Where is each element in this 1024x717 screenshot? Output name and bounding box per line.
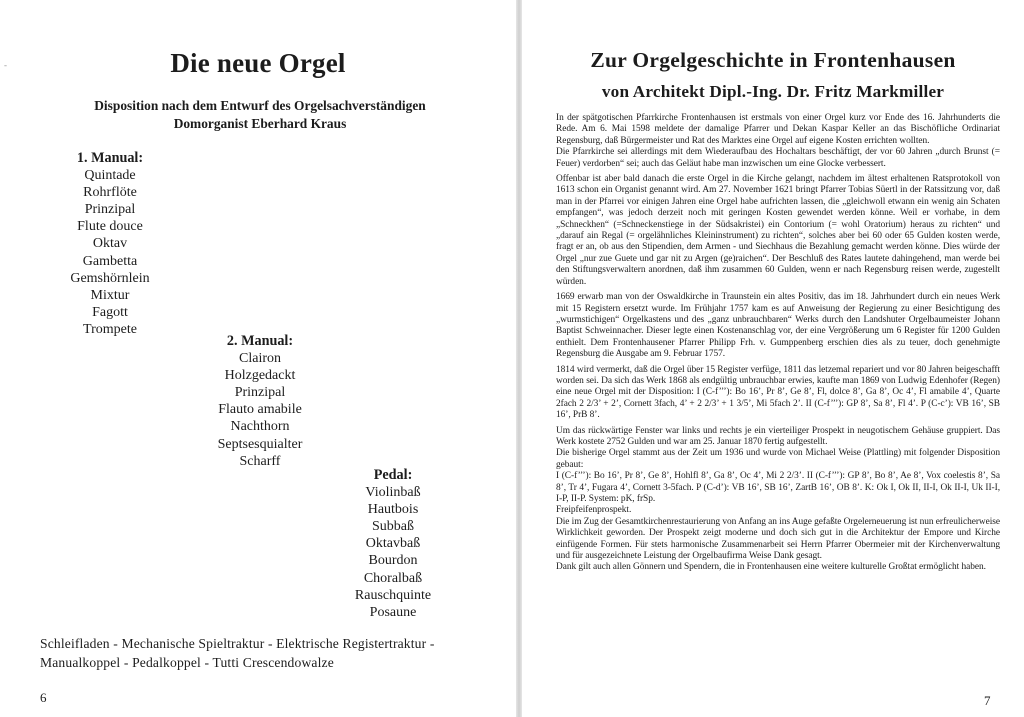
article-paragraph: Freipfeifenprospekt. bbox=[556, 505, 632, 516]
stop-item: Flute douce bbox=[77, 219, 143, 235]
article-paragraph: Dank gilt auch allen Gönnern und Spendern, die in Frontenhausen eine weitere kulturelle Großtat ermöglicht haben. bbox=[556, 562, 986, 573]
stop-item: Gambetta bbox=[82, 253, 138, 269]
features-line-1: Schleifladen - Mechanische Spieltraktur - Elektrische Registertraktur - bbox=[40, 636, 435, 651]
manual-1-heading: 1. Manual: bbox=[76, 150, 144, 166]
subtitle-line-2: Domorganist Eberhard Kraus bbox=[173, 116, 347, 131]
pedal-column bbox=[328, 467, 458, 621]
author-subtitle: von Architekt Dipl.-Ing. Dr. Fritz Markmiller bbox=[601, 82, 945, 101]
article-paragraph: 1669 erwarb man von der Oswaldkirche in Traunstein ein altes Positiv, das im 18. Jahrhundert durch ein neues Werk mit 15 Registern ersetzt wurde. Im Frühjahr 1757 kam es auf Anweisung der Regierung zu einer Besichtigung des „wurmstichigen“ Orgelkastens und des „ganz unbrauchbaren“ Werks durch den Landshuter Orgelbaumeister Johann Baptist Schweinnacher. Dieser legte einen Kostenanschlag vor, der eine Vergrößerung um 6 Register für 1200 Gulden enthielt. Dem Frontenhausener Pfarrer Philipp Frh. v. Gumppenberg erschien dies als zu teuer, doch genehmigte Regensburg die Ausgabe am 9. Februar 1757. bbox=[556, 292, 1000, 360]
subtitle-line-1: Disposition nach dem Entwurf des Orgelsachverständigen bbox=[94, 98, 426, 113]
article-paragraph: Um das rückwärtige Fenster war links und rechts je ein vierteiliger Prospekt in neugotischem Gehäuse gruppiert. Das Werk kostete 2752 Gulden und war am 25. Januar 1870 fertig aufgestellt. bbox=[556, 425, 1000, 447]
stop-item: Prinzipal bbox=[84, 202, 136, 218]
article-paragraph: I (C-f’’’): Bo 16’, Pr 8’, Ge 8’, Hohlfl 8’, Ga 8’, Oc 4’, Mi 2 2/3’. II (C-f’’’): GP 8’, Bo 8’, Ae 8’, Vox coelestis 8’, Sa 8’, Tr 4’, Fugara 4’, Cornett 3-5fach. P (C-d’): VB 16’, SB 16’, ZartB 16’, OB 8’. K: Ok I, Ok II, II-I, Ok II-I, Uk II-I, I-P, II-P. System: pK, frSp. bbox=[556, 471, 1000, 504]
stop-item: Gemshörnlein bbox=[70, 270, 150, 286]
features-line-2: Manualkoppel - Pedalkoppel - Tutti Crescendowalze bbox=[40, 655, 334, 670]
stop-item: Septsesquialter bbox=[217, 436, 303, 452]
article-paragraph: Die Pfarrkirche sei allerdings mit dem Wiederaufbau des Hochaltars beschäftigt, der vor 60 Jahren „durch Brunst (= Feuer) verdorben“ sei; auch das Geläut habe man inzwischen um eine Glocke verbessert. bbox=[556, 147, 1000, 169]
article-body bbox=[556, 113, 1000, 574]
page-number-right: 7 bbox=[984, 693, 991, 708]
stop-item: Oktav bbox=[92, 236, 128, 252]
stop-item: Prinzipal bbox=[234, 385, 286, 401]
stop-item: Scharff bbox=[239, 453, 281, 469]
article-paragraph: Die bisherige Orgel stammt aus der Zeit um 1936 und wurde von Michael Weise (Plattling) mit folgender Disposition gebaut: bbox=[556, 448, 1000, 470]
article-paragraph: 1814 wird vermerkt, daß die Orgel über 15 Register verfüge, 1811 das letzemal repariert und vor 80 Jahren beigeschafft worden sei. Da sich das Werk 1868 als endgültig unbrauchbar erwies, kaufte man 1869 von Ludwig Edenhofer (Regen) eine neue Orgel mit der Disposition: I (C-f’’’): Bo 16’, Pr 8’, Ge 8’, Fl, dolce 8’, Ga 8’, Oc 4’, Fl amabile 4’, Quarte 2fach 2 2/3’ + 2’, Cornett 3fach, 4’ + 2 2/3’ + 1 3/5’, Mi 5fach 2’. II (C-f’’’): GP 8’, Sa 8’, Fl 4’. P (C-c’): VB 16’, SB 16’, PrB 8’. bbox=[556, 364, 1000, 421]
stop-item: Trompete bbox=[83, 321, 137, 337]
stop-item: Quintade bbox=[84, 168, 136, 184]
stop-item: Hautbois bbox=[367, 502, 419, 518]
right-page-title: Zur Orgelgeschichte in Frontenhausen bbox=[590, 48, 956, 72]
left-page-title: Die neue Orgel bbox=[170, 48, 346, 78]
article-paragraph: Die im Zug der Gesamtkirchenrestaurierung von Anfang an ins Auge gefaßte Orgelerneuerung ist nun erfreulicherweise Wirklichkeit geworden. Der Prospekt zeigt moderne und doch sich gut in die Architektur der Empore und Kirche einfügende Formen. Für stets harmonische Zusammenarbeit sei Herrn Pfarrer Obermeier mit der Kirchenverwaltung und für ausgezeichnete Leistung der Orgelbaufirma Weise Dank gesagt. bbox=[556, 516, 1000, 562]
stop-item: Mixtur bbox=[90, 287, 130, 303]
stop-item: Oktavbaß bbox=[365, 536, 421, 552]
stop-item: Violinbaß bbox=[365, 485, 421, 501]
margin-mark: ‐ bbox=[4, 60, 7, 70]
article-paragraph: Offenbar ist aber bald danach die erste Orgel in die Kirche gelangt, nachdem im ältest erhaltenen Ratsprotokoll von 1613 schon ein Organist genannt wird. Am 27. November 1621 bringt Pfarrer Tobias Süertl in der Ratssitzung vor, daß man in der Pfarrei vor einigen Jahren eine Orgel habe aufrichten lassen, die „gleichwoll etwann ein wenig ain Schaten empfangen“, was jedoch derzeit noch mit geringen Kosten gewendet werden könne. Weil er vorhabe, in dem „Schneckhen“ (=Schneckenstiege in der Südsakristei) ein Contorium (= wohl Oratorium) heraus zu richten“ und „darauf ain Regal (= orgelähnliches Kleininstrument) zu richten“, solches aber bei 60 oder 65 Gulden kosten werde, fragt er an, ob aus den Stipendien, dem Armen - und Siechhaus die Bezahlung gemacht werden könne. Dies würde der Orgel „nur zue Guete und gar nit zu Argen (ge)raichen“. Der Beschluß des Rates lautete dahingehend, man werde bei den Stiftungsverwaltern anordnen, daß ihm zusammen 60 Gulden, wenn er nach Regensburg reisen werde, zugestellt würden. bbox=[556, 174, 1000, 287]
organ-features-note bbox=[40, 634, 500, 672]
article-paragraph: In der spätgotischen Pfarrkirche Frontenhausen ist erstmals von einer Orgel kurz vor Ende des 16. Jahrhunderts die Rede. Am 6. Mai 1598 meldete der damalige Pfarrer und Dekan Kaspar Keller an das Bischöfliche Ordinariat Regensburg, daß Bürgermeister und Rat des Marktes eine Orgel auf eigene Kosten errichten wollten. bbox=[556, 113, 1000, 146]
stop-item: Subbaß bbox=[372, 519, 414, 535]
manual-2-column bbox=[190, 333, 330, 470]
manual-1-column bbox=[30, 150, 190, 338]
stop-item: Bourdon bbox=[368, 553, 418, 569]
stop-item: Rohrflöte bbox=[83, 185, 137, 201]
stop-item: Rauschquinte bbox=[354, 587, 432, 603]
stop-item: Posaune bbox=[369, 604, 417, 620]
stop-item: Holzgedackt bbox=[224, 368, 296, 384]
manual-2-heading: 2. Manual: bbox=[226, 333, 294, 349]
stop-item: Choralbaß bbox=[363, 570, 423, 586]
page-number-left: 6 bbox=[40, 690, 47, 705]
stop-item: Flauto amabile bbox=[218, 402, 302, 418]
stop-item: Nachthorn bbox=[230, 419, 290, 435]
pedal-heading: Pedal: bbox=[373, 467, 413, 483]
stop-item: Fagott bbox=[92, 304, 128, 320]
stop-item: Clairon bbox=[239, 351, 281, 367]
disposition-subtitle bbox=[40, 97, 480, 133]
